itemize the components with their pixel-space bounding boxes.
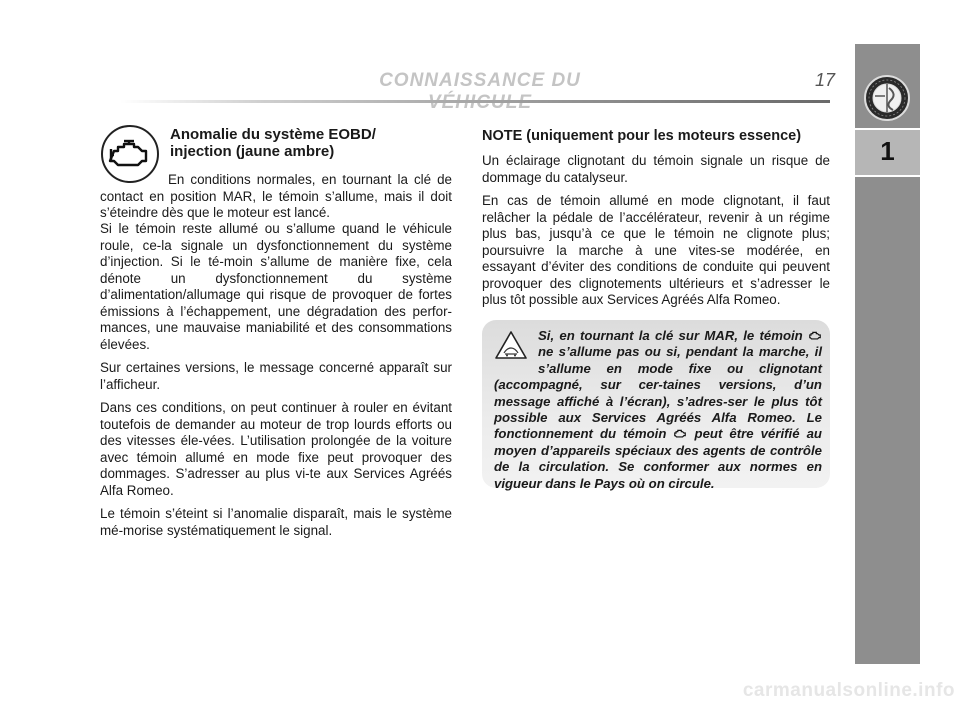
alfa-romeo-logo-icon bbox=[863, 74, 911, 122]
paragraph-continue-driving: Dans ces conditions, on peut continuer à rouler en évitant toutefois de demander au moteur de trop lourds efforts ou des vitesses éle-vées. L’utilisation prolongée de la voiture avec témoin allumé en mode fixe peut provoquer des dommages. S’adresser au plus vi-te aux Services Agréés Alfa Romeo. bbox=[100, 400, 452, 498]
page-number: 17 bbox=[814, 70, 835, 90]
paragraph-lamp-off: Le témoin s’éteint si l’anomalie disparaît, mais le système mé-morise systématiquement le signal. bbox=[100, 506, 452, 538]
warning-triangle-icon bbox=[494, 330, 528, 360]
warning-heading-line2: injection (jaune ambre) bbox=[170, 143, 335, 160]
note-heading: NOTE (uniquement pour les moteurs essence) bbox=[482, 128, 802, 144]
warning-heading bbox=[170, 126, 430, 160]
caution-text-part2: ne s’allume pas ou si, pendant la marche, il s’allume en mode fixe ou clignotant (accompagné, sur cer-taines versions, d’un message affiché à l’écran), s’adres-ser le plus tôt possible aux Services Agréés Alfa Romeo. Le fonctionnement du témoin bbox=[494, 344, 822, 442]
engine-check-inline-icon-2 bbox=[673, 427, 687, 439]
note-paragraph-catalyst: Un éclairage clignotant du témoin signale un risque de dommage du catalyseur. bbox=[482, 153, 830, 185]
caution-text-part1: Si, en tournant la clé sur MAR, le témoin bbox=[538, 328, 803, 343]
engine-check-inline-icon bbox=[808, 329, 822, 341]
watermark: carmanualsonline.info bbox=[742, 680, 955, 701]
paragraph-normal-conditions: En conditions normales, en tournant la clé de contact en position MAR, le témoin s’allume, mais il doit s’éteindre dès que le moteur est lancé. bbox=[100, 172, 452, 220]
warning-heading-line1: Anomalie du système EOBD/ bbox=[170, 126, 376, 143]
right-column bbox=[482, 128, 830, 316]
chapter-tab[interactable] bbox=[855, 128, 920, 177]
caution-text bbox=[494, 328, 822, 492]
paragraph-malfunction: Si le témoin reste allumé ou s’allume quand le véhicule roule, ce-la signale un dysfonctionnement du système d’injection. Si le té-moin s’allume de manière fixe, cela dénote un dysfonctionnement du système d’alimentation/allumage qui risque de provoquer de fortes émissions à l’échappement, une dégradation des perfor-mances, une mauvaise maniabilité et des consommations élevées. bbox=[100, 221, 452, 352]
caution-text-part3: peut être vérifié au moyen d’appareils spéciaux des agents de contrôle de la circulation. Se conformer aux normes en vigueur dans le Pays où on circule. bbox=[494, 426, 822, 491]
left-column bbox=[100, 221, 452, 546]
chapter-number: 1 bbox=[880, 136, 895, 166]
intro-paragraph-block bbox=[100, 172, 452, 222]
section-title: CONNAISSANCE DU bbox=[379, 70, 581, 91]
paragraph-display-message: Sur certaines versions, le message concerné apparaît sur l’afficheur. bbox=[100, 360, 452, 392]
header-rule bbox=[120, 100, 830, 103]
note-paragraph-flashing: En cas de témoin allumé en mode clignotant, il faut relâcher la pédale de l’accélérateur, revenir à un régime plus bas, jusqu’à ce que le témoin ne clignote plus; poursuivre la marche à une vites-se modérée, en essayant d’éviter des conditions de conduite qui peuvent provoquer des clignotements ultérieurs et s’adresser le plus tôt possible aux Services Agréés Alfa Romeo. bbox=[482, 193, 830, 307]
